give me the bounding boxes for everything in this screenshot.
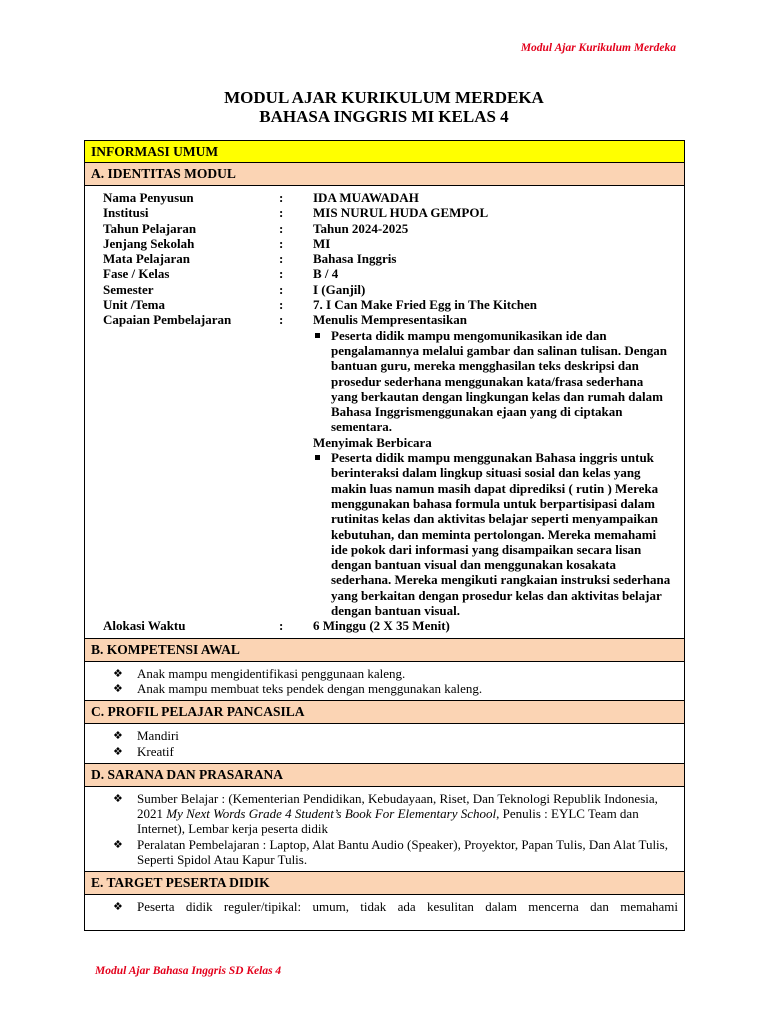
diamond-bullet-icon: ❖: [113, 729, 123, 743]
info-value: MIS NURUL HUDA GEMPOL: [313, 205, 489, 221]
title-line-1: MODUL AJAR KURIKULUM MERDEKA: [224, 88, 544, 107]
list-item: [85, 681, 678, 696]
cp-list-menulis: [313, 328, 678, 435]
list-item-text: Peralatan Pembelajaran : Laptop, Alat Bantu Audio (Speaker), Proyektor, Papan Tulis, Dan Alat Tulis, Seperti Spidol Atau Kapur Tulis.: [137, 836, 668, 867]
info-row: [85, 205, 684, 220]
info-value: MI: [313, 235, 331, 251]
section-informasi-umum: INFORMASI UMUM: [85, 141, 684, 163]
sarana-text-a: Sumber Belajar : (Kementerian Pendidikan, Kebudayaan, Riset, Dan Teknologi Republik Indonesia, 2021: [137, 790, 658, 822]
list-item: [85, 837, 678, 868]
section-identitas-modul: A. IDENTITAS MODUL: [85, 163, 684, 186]
list-item: [85, 666, 678, 681]
cp-subhead-menyimak: Menyimak Berbicara: [313, 434, 432, 450]
target-list: [85, 895, 684, 918]
info-row: [85, 251, 684, 266]
info-label: Capaian Pembelajaran: [103, 312, 232, 328]
info-colon: :: [279, 190, 284, 205]
section-kompetensi-awal: B. KOMPETENSI AWAL: [85, 639, 684, 662]
info-label: Fase / Kelas: [103, 266, 170, 282]
info-colon: :: [279, 205, 284, 221]
info-colon: :: [279, 235, 284, 251]
cp-item-menyimak: Peserta didik mampu menggunakan Bahasa inggris untuk berinteraksi dalam lingkup situasi sosial dan kelas yang makin luas namun masih dapat diprediksi ( rutin ) Mereka menggunakan bahasa formula untuk berpartisipasi dalam rutinitas kelas dan aktivitas belajar seperti menyampaikan kebutuhan, dan meminta pertolongan. Mereka memahami ide pokok dari informasi yang disampaikan secara lisan dengan bantuan visual dan menggunakan kosakata sederhana. Mereka mengikuti rangkaian instruksi sederhana yang berkaitan dengan prosedur kelas dan aktivitas belajar dengan bantuan visual.: [313, 450, 678, 618]
running-footer: Modul Ajar Bahasa Inggris SD Kelas 4: [95, 965, 282, 977]
info-colon: :: [279, 266, 284, 282]
diamond-bullet-icon: ❖: [113, 837, 123, 851]
sarana-text-b: , Penulis : EYLC Team dan Internet), Lembar kerja peserta didik: [137, 806, 639, 837]
section-sarana-prasarana: D. SARANA DAN PRASARANA: [85, 764, 684, 787]
info-value: Tahun 2024-2025: [313, 220, 409, 236]
info-label: Nama Penyusun: [103, 190, 194, 205]
identitas-block: [85, 186, 684, 639]
list-item-text: Anak mampu mengidentifikasi penggunaan kaleng.: [137, 665, 406, 681]
info-label: Mata Pelajaran: [103, 251, 191, 267]
list-item: [85, 744, 678, 759]
sarana-list: [85, 787, 684, 872]
cp-item-menulis: Peserta didik mampu mengomunikasikan ide dan pengalamannya melalui gambar dan salinan tulisan. Dengan bantuan guru, mereka mengghasilan teks deskripsi dan prosedur sederhana menggunakan kata/frasa sederhana yang berkautan dengan lingkungan kelas dan rumah dalam Bahasa Inggrismenggunakan ejaan yang di ciptakan sementara.: [313, 328, 678, 435]
info-row: [85, 236, 684, 251]
list-item-text: Peserta didik reguler/tipikal: umum, tidak ada kesulitan dalam mencerna dan memahami: [137, 899, 678, 915]
running-header: Modul Ajar Kurikulum Merdeka: [520, 42, 676, 54]
diamond-bullet-icon: ❖: [113, 900, 123, 914]
kompetensi-list: [85, 662, 684, 702]
module-table: [84, 140, 685, 931]
info-row: [85, 190, 684, 205]
info-colon: :: [279, 281, 284, 297]
capaian-content: [313, 312, 684, 618]
info-row-capaian: [85, 312, 684, 618]
info-value: I (Ganjil): [313, 281, 366, 297]
profil-list: [85, 724, 684, 764]
list-item: [85, 899, 678, 914]
list-item-text: Mandiri: [137, 728, 179, 744]
info-value: IDA MUAWADAH: [313, 190, 419, 205]
section-profil-pelajar: C. PROFIL PELAJAR PANCASILA: [85, 701, 684, 724]
info-label: Alokasi Waktu: [103, 618, 186, 634]
info-row: [85, 266, 684, 281]
list-item-text: Anak mampu membuat teks pendek dengan menggunakan kaleng.: [137, 680, 483, 696]
info-label: Unit /Tema: [103, 297, 165, 313]
diamond-bullet-icon: ❖: [113, 666, 123, 680]
info-value: 7. I Can Make Fried Egg in The Kitchen: [313, 297, 538, 313]
cp-list-menyimak: [313, 450, 678, 618]
info-colon: :: [279, 297, 284, 313]
info-colon: :: [279, 220, 284, 236]
info-colon: :: [279, 251, 284, 267]
book-title: My Next Words Grade 4 Student’s Book For Elementary School: [166, 806, 497, 822]
list-item-text: Kreatif: [137, 743, 174, 759]
info-row: [85, 297, 684, 312]
list-item: [85, 728, 678, 743]
info-colon: :: [279, 312, 284, 328]
info-label: Jenjang Sekolah: [103, 235, 195, 251]
info-label: Tahun Pelajaran: [103, 220, 197, 236]
info-value: 6 Minggu (2 X 35 Menit): [313, 618, 450, 634]
info-label: Semester: [103, 281, 154, 297]
info-row-alokasi: [85, 618, 684, 633]
diamond-bullet-icon: ❖: [113, 681, 123, 695]
section-target-peserta: E. TARGET PESERTA DIDIK: [85, 872, 684, 895]
info-row: [85, 221, 684, 236]
info-row: [85, 282, 684, 297]
document-title: [0, 88, 768, 126]
info-colon: :: [279, 618, 284, 634]
info-value: Bahasa Inggris: [313, 251, 397, 267]
info-value: B / 4: [313, 266, 339, 282]
list-item: [85, 791, 678, 837]
diamond-bullet-icon: ❖: [113, 791, 123, 805]
cp-subhead-menulis: Menulis Mempresentasikan: [313, 312, 467, 328]
title-line-2: BAHASA INGGRIS MI KELAS 4: [259, 107, 509, 126]
info-label: Institusi: [103, 205, 149, 221]
diamond-bullet-icon: ❖: [113, 744, 123, 758]
